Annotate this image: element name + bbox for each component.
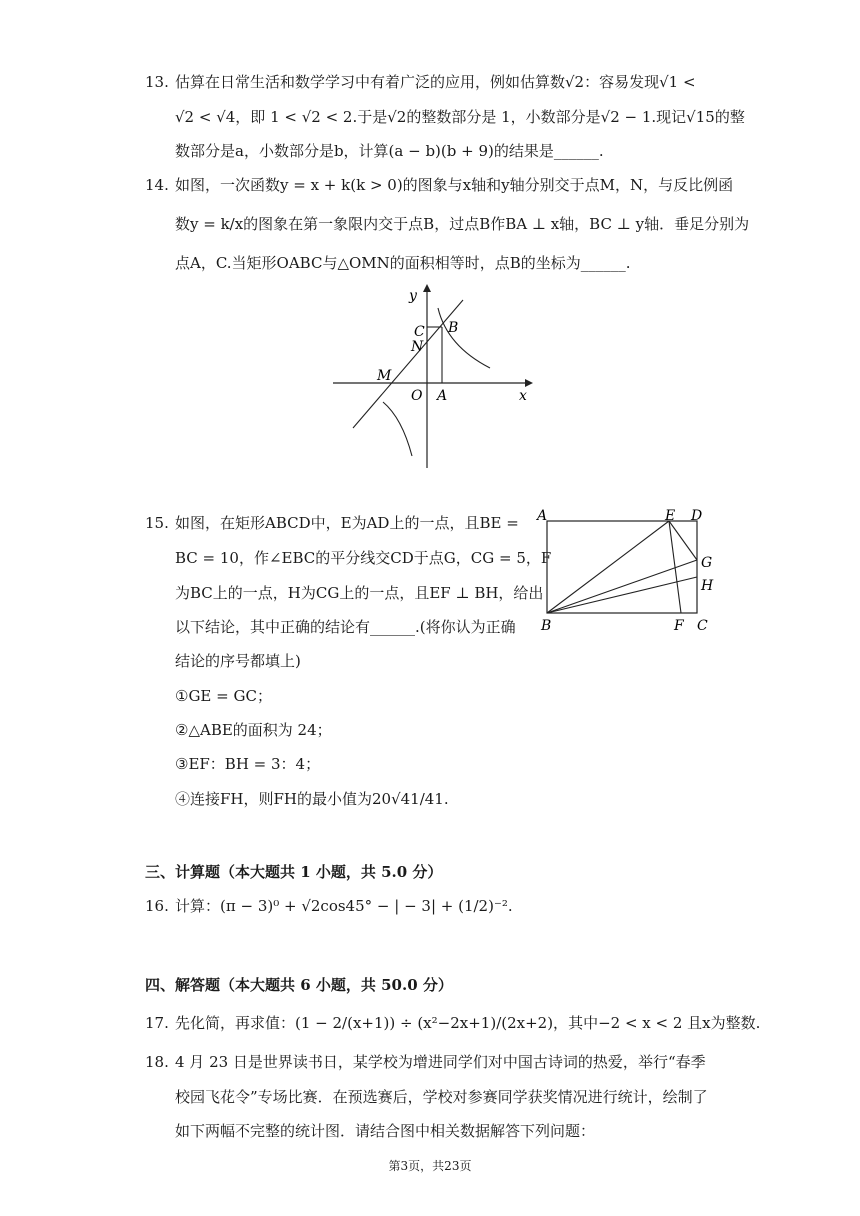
fig14-label-c: C xyxy=(414,324,425,340)
fig14-label-n: N xyxy=(411,339,424,355)
q14-line-3: 点A，C.当矩形OABC与△OMN的面积相等时，点B的坐标为______. xyxy=(175,254,631,272)
q15-number: 15. xyxy=(145,514,169,532)
page-footer: 第3页，共23页 xyxy=(388,1159,472,1173)
q16-number: 16. xyxy=(145,897,169,915)
fig15-label-h: H xyxy=(701,578,714,594)
fig15-label-f: F xyxy=(674,618,684,634)
fig14-label-y: y xyxy=(409,288,417,304)
q17-line-1: 先化简，再求值：(1 − 2/(x+1)) ÷ (x²−2x+1)/(2x+2)，其中−2 < x < 2 且x为整数. xyxy=(175,1014,761,1032)
q15-conclusion-2: ②△ABE的面积为 24； xyxy=(175,721,332,739)
fig15-label-a: A xyxy=(537,508,548,524)
q14-line-2: 数y = k/x的图象在第一象限内交于点B，过点B作BA ⊥ x轴，BC ⊥ y轴．垂足分别为 xyxy=(175,215,750,233)
q15-line-1: 如图，在矩形ABCD中，E为AD上的一点，且BE = xyxy=(175,514,519,532)
fig15-label-c: C xyxy=(697,618,708,634)
fig14-label-o: O xyxy=(411,388,423,404)
q13-line-3: 数部分是a，小数部分是b，计算(a − b)(b + 9)的结果是______. xyxy=(175,142,604,160)
q18-line-2: 校园飞花令”专场比赛．在预选赛后，学校对参赛同学获奖情况进行统计，绘制了 xyxy=(175,1088,708,1106)
fig14-label-b: B xyxy=(448,320,459,336)
fig15-label-b: B xyxy=(541,618,552,634)
q16-line-1: 计算：(π − 3)⁰ + √2cos45° − | − 3| + (1/2)⁻². xyxy=(175,897,513,915)
fig14-label-m: M xyxy=(377,368,392,384)
q15-line-3: 为BC上的一点，H为CG上的一点，且EF ⊥ BH，给出 xyxy=(175,584,544,602)
q14-figure xyxy=(325,280,540,470)
q17-number: 17. xyxy=(145,1014,169,1032)
q13-line-1: 估算在日常生活和数学学习中有着广泛的应用，例如估算数√2：容易发现√1 < xyxy=(175,73,696,91)
q15-figure xyxy=(533,503,723,638)
section-3-heading: 三、计算题（本大题共 1 小题，共 5.0 分） xyxy=(145,863,443,881)
q15-line-4: 以下结论，其中正确的结论有______.(将你认为正确 xyxy=(175,618,516,636)
q15-conclusion-1: ①GE = GC； xyxy=(175,687,272,705)
fig15-label-e: E xyxy=(665,508,676,524)
fig14-label-x: x xyxy=(519,388,527,404)
q14-number: 14. xyxy=(145,176,169,194)
fig15-label-g: G xyxy=(701,555,713,571)
fig14-label-a: A xyxy=(437,388,448,404)
section-4-heading: 四、解答题（本大题共 6 小题，共 50.0 分） xyxy=(145,976,453,994)
q13-number: 13. xyxy=(145,73,169,91)
fig15-label-d: D xyxy=(691,508,703,524)
q14-line-1: 如图，一次函数y = x + k(k > 0)的图象与x轴和y轴分别交于点M，N，与反比例函 xyxy=(175,176,734,194)
q15-line-2: BC = 10，作∠EBC的平分线交CD于点G，CG = 5，F xyxy=(175,549,552,567)
q15-conclusion-4: ④连接FH，则FH的最小值为20√41/41. xyxy=(175,790,449,808)
q18-number: 18. xyxy=(145,1053,169,1071)
q13-line-2: √2 < √4，即 1 < √2 < 2.于是√2的整数部分是 1，小数部分是√2 − 1.现记√15的整 xyxy=(175,108,745,126)
q15-conclusion-3: ③EF：BH = 3：4； xyxy=(175,755,321,773)
q15-line-5: 结论的序号都填上) xyxy=(175,652,301,670)
q18-line-1: 4 月 23 日是世界读书日，某学校为增进同学们对中国古诗词的热爱，举行“春季 xyxy=(175,1053,706,1071)
q18-line-3: 如下两幅不完整的统计图．请结合图中相关数据解答下列问题： xyxy=(175,1122,596,1140)
